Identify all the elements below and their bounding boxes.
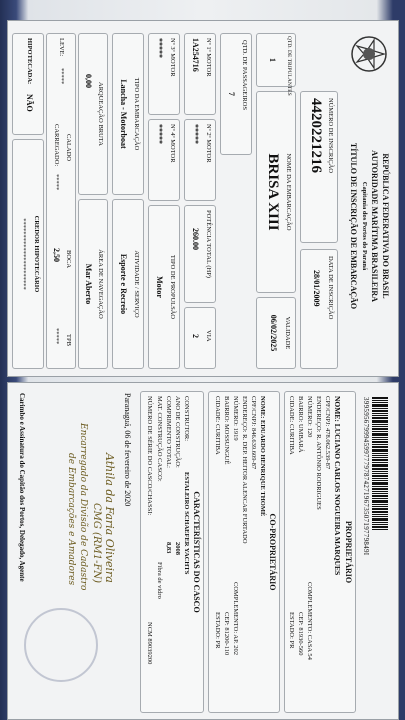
inscricao-value: 4420221216 xyxy=(308,98,324,173)
construtor-label: CONSTRUTOR: xyxy=(183,396,190,442)
comprimento-label: COMPRIMENTO TOTAL: xyxy=(165,396,172,468)
barcode-bar xyxy=(372,514,388,515)
atividade-value: Esporte e Recreio xyxy=(119,253,128,315)
inscricao-box xyxy=(300,91,338,243)
barcode-bar xyxy=(372,529,388,530)
ano-label: ANO DE CONSTRUÇÃO: xyxy=(174,396,181,468)
outras-observacoes-box xyxy=(8,22,9,23)
barcode-bar xyxy=(372,526,388,528)
barcode-bar xyxy=(372,449,388,452)
barcode-bar xyxy=(372,408,388,409)
motor3-box xyxy=(148,33,180,115)
qtd-tripulantes-label: QTD. DE TRIPULANTES xyxy=(286,36,292,96)
barcode-bar xyxy=(372,475,388,477)
hipoteca-box xyxy=(12,33,44,135)
header-line-2: AUTORIDADE MARÍTIMA BRASILEIRA xyxy=(370,150,379,302)
co-estado: ESTADO: PR xyxy=(214,612,221,649)
motor1-box xyxy=(184,33,216,115)
carregado-label: CARREGADO: xyxy=(53,124,60,167)
barcode-bar xyxy=(372,491,388,492)
tipo-embarcacao-box xyxy=(112,33,144,195)
barcode-bar xyxy=(372,441,388,443)
co-numero: NÚMERO: 1919 xyxy=(232,396,239,441)
data-inscricao-box xyxy=(300,249,338,369)
barcode-bar xyxy=(372,415,388,416)
qtd-tripulantes-value: 1 xyxy=(268,58,277,62)
barcode-bar xyxy=(372,462,388,463)
barcode-bar xyxy=(372,493,388,494)
area-navegacao-label: ÁREA DE NAVEGAÇÃO xyxy=(97,249,104,319)
signature-role-1: Encarregado da Divisão de Cadastro xyxy=(78,423,88,591)
co-cpf: CPF/CNPJ: 846.639.609-87 xyxy=(250,396,257,470)
motor3-value: ***** xyxy=(155,38,164,58)
barcode-bar xyxy=(372,482,388,485)
observacoes-panel xyxy=(2,468,3,469)
via-value: 2 xyxy=(191,334,200,338)
propulsao-value: Motor xyxy=(155,276,164,298)
area-navegacao-box xyxy=(78,199,108,369)
nome-embarcacao-label: NOME DA EMBARCAÇÃO xyxy=(285,153,292,231)
barcode-bar xyxy=(372,424,388,425)
barcode-bar xyxy=(372,431,388,432)
prop-endereco: ENDEREÇO: R. ANTÔNIO RODRIGUES xyxy=(315,396,322,510)
motor2-box xyxy=(184,119,216,201)
casco-title: CARACTERÍSTICAS DO CASCO xyxy=(192,491,201,613)
barcode-bar xyxy=(372,417,388,419)
material-label: MAT. CONSTRUÇÃO CASCO: xyxy=(156,396,163,482)
hipoteca-value: NÃO xyxy=(25,94,34,112)
nome-embarcacao-box xyxy=(256,91,296,293)
barcode-bar xyxy=(372,402,388,403)
construtor-value: ESTALEIRO SCHAEFER YACHTS xyxy=(183,472,190,575)
barcode-bar xyxy=(372,516,388,517)
motor4-label: Nº 4º MOTOR xyxy=(169,124,176,163)
barcode-bar xyxy=(372,400,388,401)
atividade-box xyxy=(112,199,144,369)
barcode-bar xyxy=(372,522,388,523)
qtd-passageiros-value: 7 xyxy=(227,92,236,96)
motor2-value: ***** xyxy=(191,124,200,144)
potencia-label: POTÊNCIA TOTAL (HP) xyxy=(205,210,212,278)
barcode-bar xyxy=(372,486,388,487)
via-box xyxy=(184,307,216,369)
motor1-label: Nº 1º MOTOR xyxy=(205,38,212,77)
qtd-tripulantes-box xyxy=(256,33,296,96)
area-navegacao-value: Mar Aberto xyxy=(84,263,93,305)
leve-value: ***** xyxy=(58,68,65,85)
barcode-bar xyxy=(372,397,388,399)
nome-embarcacao-value: BRISA XIII xyxy=(265,153,281,231)
co-bairro: BAIRRO: MOSSUNGUÊ xyxy=(223,396,230,465)
barcode-bar xyxy=(372,488,388,490)
motor4-value: ***** xyxy=(155,124,164,144)
motor3-label: Nº 3º MOTOR xyxy=(169,38,176,77)
boca-value: 2,50 xyxy=(52,248,61,262)
barcode-bar xyxy=(372,511,388,513)
barcode-bar xyxy=(372,413,388,414)
credor-box xyxy=(12,139,44,369)
barcode-bar xyxy=(372,410,388,412)
official-stamp-icon xyxy=(24,608,98,682)
barcode-bar xyxy=(372,428,388,430)
barcode-bar xyxy=(372,437,388,438)
motor1-value: 1A254716 xyxy=(191,38,200,72)
prop-estado: ESTADO: PR xyxy=(288,612,295,649)
barcode-bar xyxy=(372,504,388,505)
prop-cep: CEP: 81930-560 xyxy=(297,612,304,656)
proprietario-box xyxy=(284,391,356,713)
arqueacao-label: ARQUEAÇÃO BRUTA xyxy=(97,82,104,146)
hipoteca-label: HIPOTECADA: xyxy=(26,38,33,85)
tpb-label: TPB xyxy=(65,334,72,346)
qtd-passageiros-box xyxy=(220,33,252,155)
validade-value: 06/02/2025 xyxy=(269,314,278,352)
signature-rank: CMG (RM1-FN) xyxy=(91,503,102,584)
prop-nome: NOME: LUCIANO CARLOS NOGUEIRA MARQUES xyxy=(333,396,342,576)
propulsao-label: TIPO DE PROPULSÃO xyxy=(169,254,176,320)
prop-cidade: CIDADE: CURITIBA xyxy=(288,396,295,455)
serie-label: NÚMERO DE SÉRIE DO CASCO/CHASSI: xyxy=(146,396,153,516)
potencia-value: 260.00 xyxy=(191,228,200,250)
barcode-bar xyxy=(372,444,388,445)
header-line-4: TÍTULO DE INSCRIÇÃO DE EMBARCAÇÃO xyxy=(349,142,358,310)
prop-complemento: COMPLEMENTO: CASA 54 xyxy=(306,582,313,660)
barcode-bar xyxy=(372,508,388,510)
signature-name: Athila da Faria Oliveira xyxy=(103,453,116,583)
via-label: VIA xyxy=(205,330,212,342)
barcode-bar xyxy=(372,498,388,499)
validade-box xyxy=(256,297,296,369)
propulsao-box xyxy=(148,205,180,369)
barcode-bar xyxy=(372,453,388,454)
header-line-1: REPÚBLICA FEDERATIVA DO BRASIL xyxy=(381,153,390,299)
registration-card-front xyxy=(7,20,399,377)
barcode-bar xyxy=(372,439,388,440)
motor2-label: Nº 2º MOTOR xyxy=(205,124,212,163)
ano-value: 2008 xyxy=(174,542,181,555)
co-cidade: CIDADE: CURITIBA xyxy=(214,396,221,455)
material-value: Fibra de vidro xyxy=(156,562,163,599)
barcode-bar xyxy=(372,500,388,503)
barcode-bar xyxy=(372,473,388,474)
barcode xyxy=(372,397,388,577)
co-endereco: ENDEREÇO: R. DEP. HEITOR ALENCAR FURTADO xyxy=(241,396,248,544)
barcode-bar xyxy=(372,524,388,525)
barcode-bar xyxy=(372,478,388,479)
calado-box xyxy=(46,33,76,369)
carregado-value: ***** xyxy=(53,174,60,191)
data-inscricao-label: DATA DE INSCRIÇÃO xyxy=(327,256,334,320)
credor-value: ********************** xyxy=(20,218,27,290)
leve-label: LEVE: xyxy=(58,38,65,57)
footer-text: Carimbo e Assinatura do Capitão dos Portos, Delegado, Agente xyxy=(18,393,26,582)
motor4-box xyxy=(148,119,180,201)
barcode-bar xyxy=(372,506,388,507)
prop-numero: NÚMERO: 120 xyxy=(306,396,313,438)
coproprietario-title: CO-PROPRIETÁRIO xyxy=(268,513,277,591)
barcode-bar xyxy=(372,464,388,467)
registration-card-back xyxy=(7,382,399,720)
arqueacao-value: 0,00 xyxy=(84,74,93,88)
barcode-bar xyxy=(372,471,388,472)
qtd-passageiros-label: QTD. DE PASSAGEIROS xyxy=(241,40,248,111)
potencia-box xyxy=(184,205,216,303)
tpb-value: ***** xyxy=(53,328,60,345)
barcode-bar xyxy=(372,459,388,461)
credor-label: CREDOR HIPOTECÁRIO xyxy=(33,215,40,293)
calado-label: CALADO xyxy=(65,134,72,162)
comprimento-value: 8,83 xyxy=(165,542,172,554)
barcode-bar xyxy=(372,446,388,448)
barcode-bar xyxy=(372,420,388,423)
boca-label: BOCA xyxy=(65,250,72,269)
barcode-bar xyxy=(372,426,388,427)
arqueacao-box xyxy=(78,33,108,195)
serie-value: NCM 89039200 xyxy=(146,622,153,665)
barcode-number: 39959567999459977797874271967350719779849I xyxy=(362,397,370,556)
inscricao-label: NÚMERO DE INSCRIÇÃO xyxy=(327,98,334,174)
header-line-3: Capitania dos Portos do Paraná xyxy=(361,181,368,271)
casco-box xyxy=(140,391,204,713)
prop-cpf: CPF/CNPJ: 478.062.539-87 xyxy=(324,396,331,470)
tipo-embarcacao-value: Lancha - Motorboat xyxy=(119,79,128,149)
barcode-bar xyxy=(372,468,388,470)
coproprietario-box xyxy=(208,391,280,713)
co-complemento: COMPLEMENTO: AP. 202 xyxy=(232,582,239,656)
barcode-bar xyxy=(372,433,388,436)
data-inscricao-value: 28/01/2009 xyxy=(312,270,321,307)
barcode-bar xyxy=(372,495,388,497)
signature-role-2: de Embarcações e Amadores xyxy=(66,453,76,586)
proprietario-title: PROPRIETÁRIO xyxy=(344,520,353,584)
prop-bairro: BAIRRO: UMBARÁ xyxy=(297,396,304,453)
co-nome: NOME: EDUARDO HENRIQUE THOMÉ xyxy=(259,396,266,517)
barcode-bar xyxy=(372,518,388,521)
barcode-bar xyxy=(372,480,388,481)
barcode-bar xyxy=(372,404,388,407)
barcode-bar xyxy=(372,455,388,456)
atividade-label: ATIVIDADE / SERVIÇO xyxy=(133,250,140,318)
local-data: Paranaguá, 06 de fevereiro de 2020 xyxy=(123,393,132,507)
brazil-coat-of-arms-icon xyxy=(348,33,390,75)
barcode-bar xyxy=(372,457,388,458)
tipo-embarcacao-label: TIPO DA EMBARCAÇÃO xyxy=(133,77,140,151)
validade-label: VALIDADE xyxy=(284,316,291,350)
co-cep: CEP: 81200-110 xyxy=(223,612,230,656)
